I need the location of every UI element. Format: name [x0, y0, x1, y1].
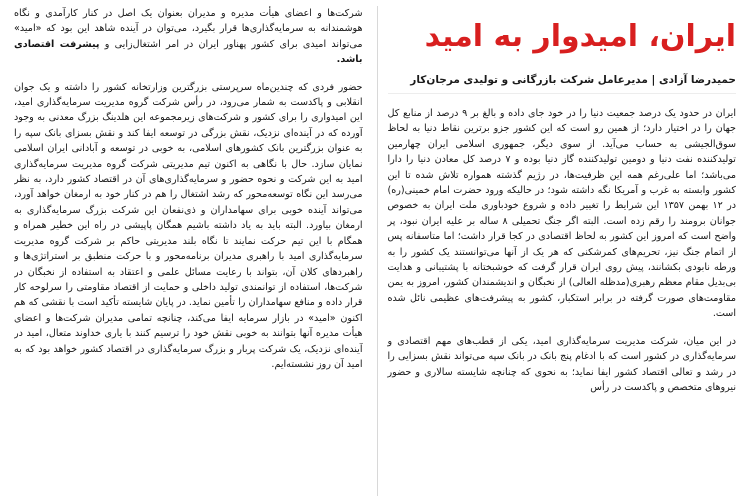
paragraph-bold-text: پیشرفت اقتصادی باشد.: [14, 38, 363, 66]
article-right-column: [377, 6, 737, 496]
article-paragraph: در این میان، شرکت مدیریت سرمایه‌گذاری امید، یکی از قطب‌های مهم اقتصادی و سرمایه‌گذاری در کشور است که با ادغام پنج بانک در بانک سپه می‌تواند نقش بسزایی را در رشد و تعالی اقتصاد کشور ایفا نماید؛ به نحوی که چنانچه شایسته سالاری و حضور نیروهای متخصص و پاکدست در رأس: [387, 335, 736, 393]
paragraph-text: شرکت‌ها و اعضای هیأت مدیره و مدیران بعنوان یک اصل در کنار کارآمدی و نگاه هوشمندانه به سرمایه‌گذاری‌ها قرار بگیرد، می‌توان در آینده شاهد این بود که «امید» می‌تواند امیدی برای کشور پهناور ایران در امر اشتغال‌زایی و: [14, 8, 363, 50]
article-byline: حمیدرضا آزادی | مدیرعامل شرکت بازرگانی و تولیدی مرجان‌کار: [388, 72, 737, 94]
article-headline: ایران، امیدوار به امید: [424, 19, 736, 54]
article-left-column: [14, 6, 363, 496]
article-paragraph: ایران در حدود یک درصد جمعیت دنیا را در خود جای داده و بالغ بر ۹ درصد از منابع کل جهان را در اختیار دارد؛ از همین رو است که این کشور جزو برترین نقاط دنیا به لحاظ سوق‌الجیشی به حساب می‌آید. از سوی دیگر، جمهوری اسلامی ایران چهارمین تولیدکننده نفت دنیا و دومین تولیدکننده گاز دنیا بوده و ۷ درصد کل معادن دنیا را دارا می‌باشد؛ اما علی‌رغم همه این ظرفیت‌ها، در رژیم گذشته همواره تلاش شده تا این کشور وابسته به غرب و آمریکا نگه داشته شود؛ در حالیکه ورود حضرت امام خمینی(ره) در ۱۲ بهمن ۱۳۵۷ این شرایط را تغییر داده و شروع خودباوری ملت ایران به خصوص جوانان برومند را رقم زده است. البته اگر جنگ تحمیلی ۸ ساله بر علیه ایران نبود، پر واضح است که امروز این کشور به لحاظ اقتصادی در کجا قرار داشت؛ اما متاسفانه پس از اتمام جنگ نیز، تحریم‌های کمرشکنی که هر یک از آنها می‌توانستند یک کشور را به ورطه نابودی بکشانند، پیش روی ایران قرار گرفت که خوشبختانه با پشتیبانی و هدایت بی‌بدیل مقام معظم رهبری(مدظله العالی) از نخبگان و اندیشمندان کشور، امروز به یمن مقاومت‌های صورت گرفته در برابر استکبار، کشور به پیشرفت‌های عظیمی نائل شده است.: [387, 108, 736, 320]
article-paragraph: [14, 6, 363, 68]
article-paragraph: حضور فردی که چندین‌ماه سرپرستی بزرگترین وزارتخانه کشور را داشته و یک جوان انقلابی و پاکدست به شمار می‌رود، در رأس شرکت گروه مدیریت سرمایه‌گذاری امید، این امیدواری را برای کشور و شرکت‌های زیرمجموعه این هلدینگ بزرگ معدنی به وجود آورده که در آینده‌ای نزدیک، نقش بزرگی در توسعه ایفا کند و نقش بسزای بانک سپه را به عنوان بزرگترین بانک کشورهای اسلامی، به خوبی در توسعه و آبادانی ایران اسلامی نمایان سازد. حال با نگاهی به اکنون تیم مدیریتی شرکت گروه مدیریت سرمایه‌گذاری امید به این شرکت و نحوه حضور و سرمایه‌گذاری‌های آن در اقتصاد کشور دارد، به نظر می‌رسد این نگاه توسعه‌محور که رشد اشتغال را هم در کنار خود به ارمغان خواهد آورد، می‌تواند آینده خوبی برای سهامداران و ذی‌نفعان این شرکت بزرگ سرمایه‌گذاری به ارمغان بیاورد. البته باید به یاد داشته باشیم همگان پاپیشی در راه این خطیر همراه و همگام با این تیم حرکت نمایند تا نگاه بلند مدیریتی حاکم بر شرکت گروه مدیریت سرمایه‌گذاری امید با راهبری مدیران برنامه‌محور و با حرکت منطبق بر استراتژی‌ها و راهبردهای کلان آن، بتواند با رعایت مسائل علمی و اعتقاد به استفاده از نخبگان در شرکت‌ها، استفاده از توانمندی تولید داخلی و حمایت از اقتصاد مقاومتی را سرلوحه کار قرار داده و منافع سهامداران را تأمین نماید. در پایان شایسته تأکید است با نقشی که هم اکنون «امید» در بازار سرمایه ایفا می‌کند، چنانچه تمامی مدیران شرکت‌ها و اعضای هیأت مدیره آنها بتوانند به خوبی نقش خود را ترسیم کنند با یاری خداوند متعال، امید در آینده‌ای نزدیک، یک شرکت پربار و بزرگ سرمایه‌گذاری در اقتصاد کشور خواهد بود که به امید آن روز نشسته‌ایم.: [14, 81, 363, 370]
article-columns: [14, 6, 736, 496]
